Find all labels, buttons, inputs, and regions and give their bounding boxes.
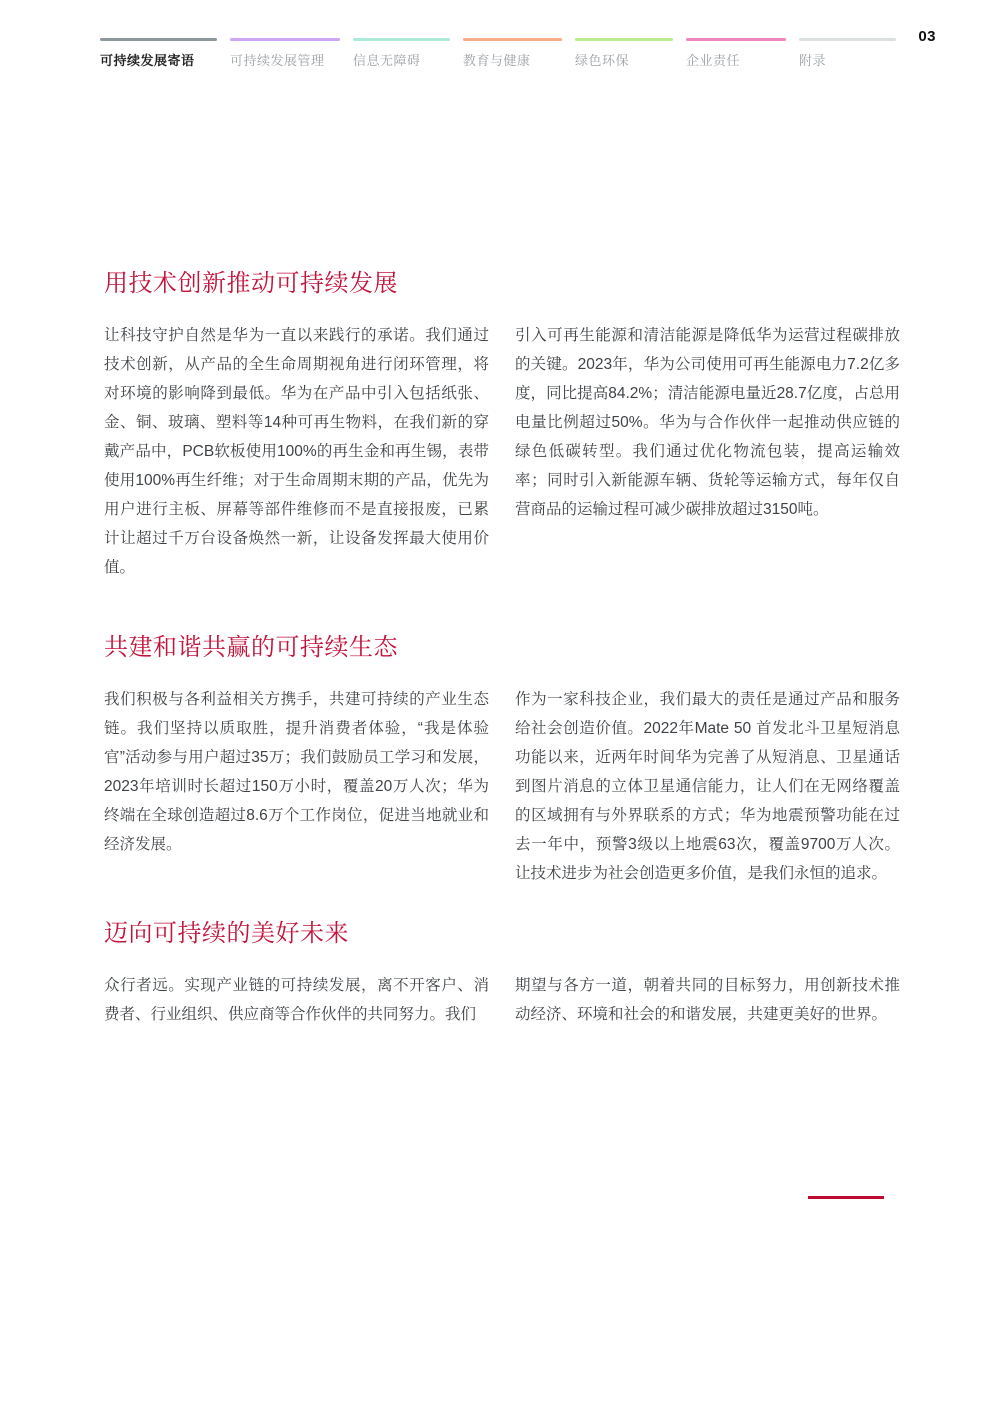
tab-sustainability-management[interactable] <box>230 38 340 69</box>
paragraph-left: 我们积极与各利益相关方携手，共建可持续的产业生态链。我们坚持以质取胜，提升消费者体验，“我是体验官”活动参与用户超过35万；我们鼓励员工学习和发展，2023年培训时长超过150万小时，覆盖20万人次；华为终端在全球创造超过8.6万个工作岗位，促进当地就业和经济发展。 <box>104 691 489 853</box>
tab-green-environment[interactable] <box>575 38 673 69</box>
paragraph-right: 引入可再生能源和清洁能源是降低华为运营过程碳排放的关键。2023年，华为公司使用可再生能源电力7.2亿多度，同比提高84.2%；清洁能源电量近28.7亿度，占总用电量比例超过50%。华为与合作伙伴一起推动供应链的绿色低碳转型。我们通过优化物流包装，提高运输效率；同时引入新能源车辆、货轮等运输方式，每年仅自营商品的运输过程可减少碳排放超过3150吨。 <box>515 327 900 518</box>
tab-label: 附录 <box>799 53 827 68</box>
tab-label: 企业责任 <box>686 53 741 68</box>
tab-label: 可持续发展寄语 <box>100 53 195 68</box>
paragraph-right: 作为一家科技企业，我们最大的责任是通过产品和服务给社会创造价值。2022年Mate 50 首发北斗卫星短消息功能以来，近两年时间华为完善了从短消息、卫星通话到图片消息的立体卫星通信能力，让人们在无网络覆盖的区域拥有与外界联系的方式；华为地震预警功能在过去一年中，预警3级以上地震63次，覆盖9700万人次。让技术进步为社会创造更多价值，是我们永恒的追求。 <box>515 691 900 882</box>
section-sustainable-ecosystem <box>104 633 900 888</box>
section-heading: 用技术创新推动可持续发展 <box>104 270 398 297</box>
top-nav <box>100 38 900 69</box>
section-better-future <box>104 919 900 1029</box>
tab-appendix[interactable] <box>799 38 896 69</box>
tab-color-line <box>230 38 340 41</box>
tab-label: 绿色环保 <box>575 53 630 68</box>
tab-sustainability-message[interactable] <box>100 38 217 69</box>
tab-color-line <box>463 38 562 41</box>
section-body <box>104 321 900 582</box>
tab-label: 可持续发展管理 <box>230 53 325 68</box>
tab-color-line <box>799 38 896 41</box>
section-body <box>104 685 900 888</box>
tab-label: 信息无障碍 <box>353 53 421 68</box>
tab-education-health[interactable] <box>463 38 562 69</box>
paragraph-left: 让科技守护自然是华为一直以来践行的承诺。我们通过技术创新，从产品的全生命周期视角进行闭环管理，将对环境的影响降到最低。华为在产品中引入包括纸张、金、铜、玻璃、塑料等14种可再生物料，在我们新的穿戴产品中，PCB软板使用100%的再生金和再生锡，表带使用100%再生纤维；对于生命周期末期的产品，优先为用户进行主板、屏幕等部件维修而不是直接报废，已累计让超过千万台设备焕然一新，让设备发挥最大使用价值。 <box>104 327 489 576</box>
paragraph-left: 众行者远。实现产业链的可持续发展，离不开客户、消费者、行业组织、供应商等合作伙伴的共同努力。我们 <box>104 977 489 1023</box>
tab-color-line <box>575 38 673 41</box>
footer-accent-line <box>808 1196 884 1199</box>
tab-color-line <box>100 38 217 41</box>
tab-color-line <box>353 38 450 41</box>
section-tech-innovation <box>104 269 900 582</box>
tab-label: 教育与健康 <box>463 53 531 68</box>
tab-corporate-responsibility[interactable] <box>686 38 786 69</box>
section-body <box>104 971 900 1029</box>
tab-color-line <box>686 38 786 41</box>
tab-accessibility[interactable] <box>353 38 450 69</box>
page-number: 03 <box>918 28 936 45</box>
section-heading: 迈向可持续的美好未来 <box>104 920 349 947</box>
section-heading: 共建和谐共赢的可持续生态 <box>104 634 398 661</box>
page-header <box>0 0 992 69</box>
page-content <box>0 269 992 1029</box>
paragraph-right: 期望与各方一道，朝着共同的目标努力，用创新技术推动经济、环境和社会的和谐发展，共建更美好的世界。 <box>515 977 900 1023</box>
